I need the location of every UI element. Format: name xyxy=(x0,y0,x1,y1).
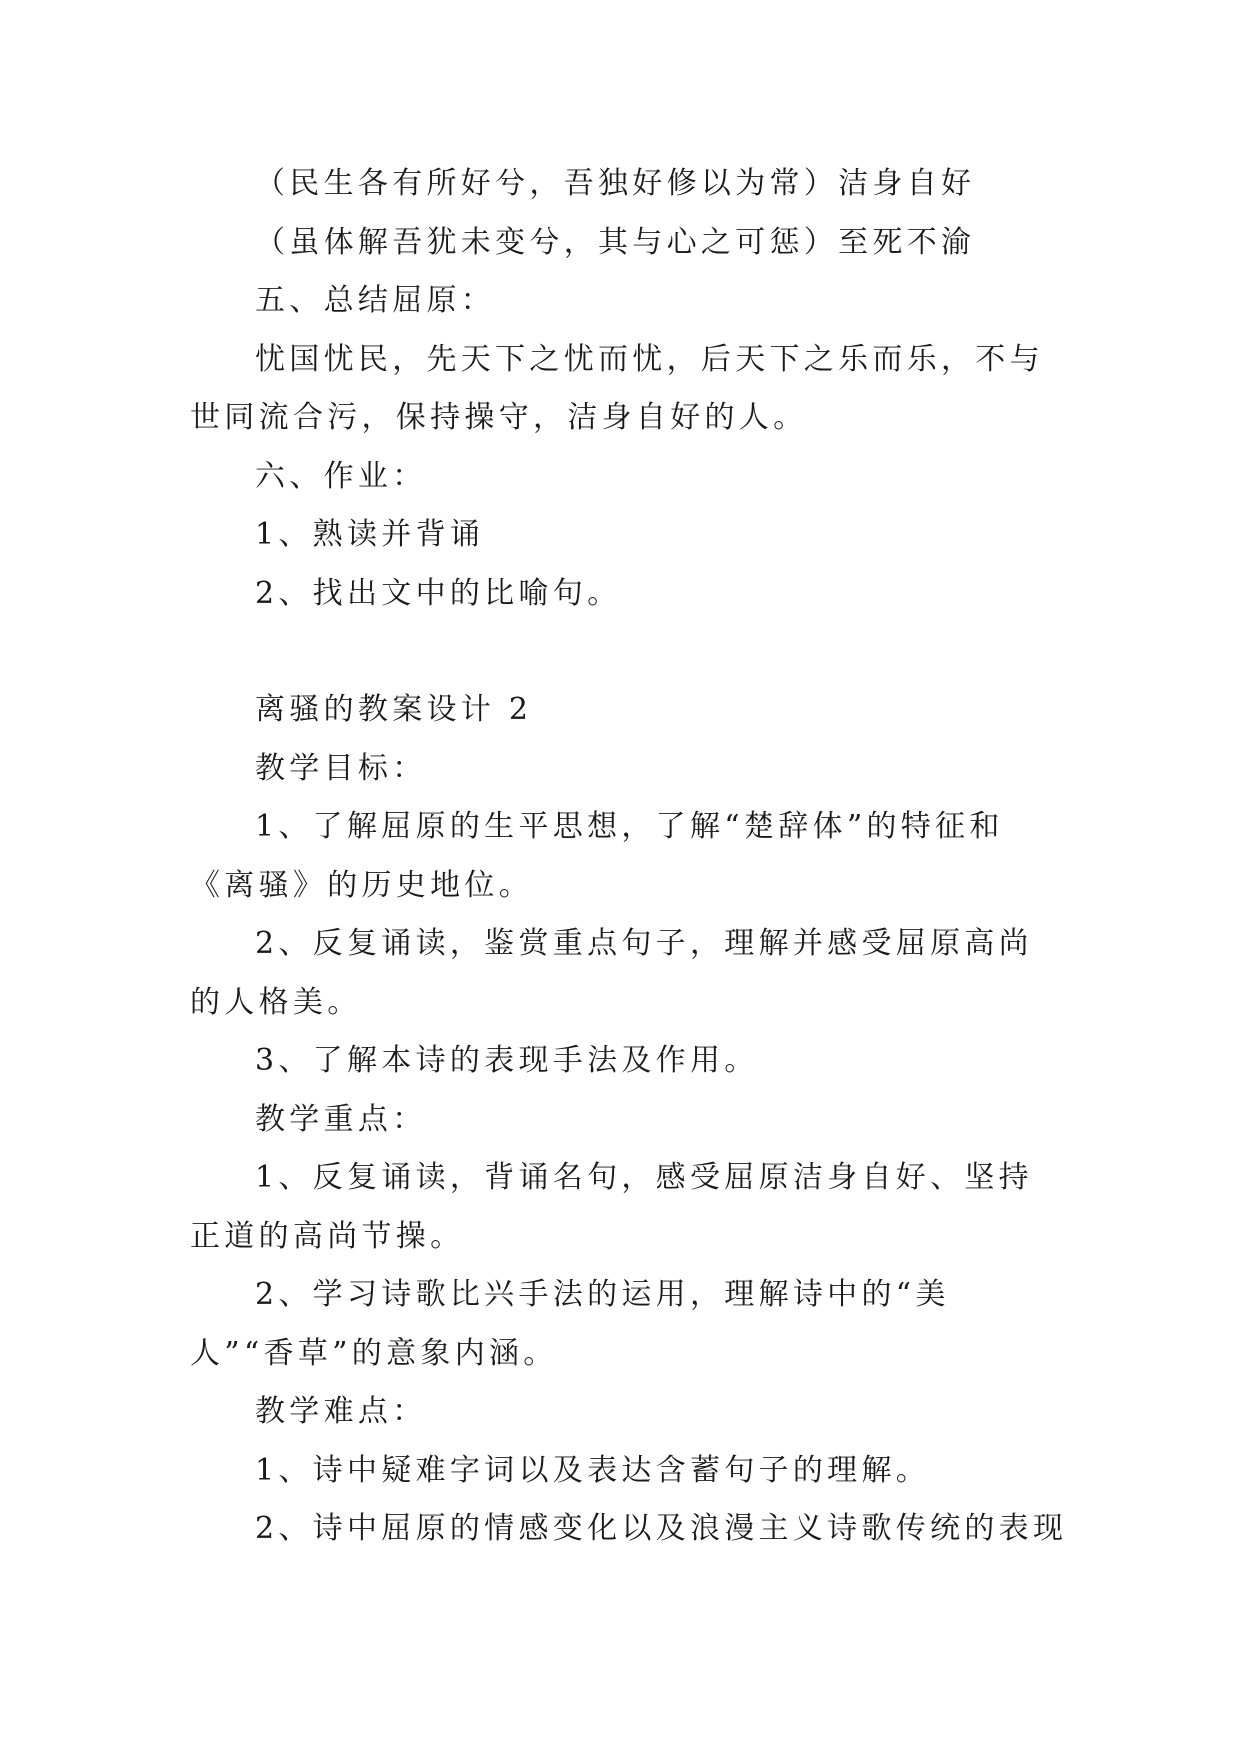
homework-item-2: 2、找出文中的比喻句。 xyxy=(255,575,622,611)
heading-summary: 五、总结屈原： xyxy=(255,283,496,318)
quote-line-1: （民生各有所好兮，吾独好修以为常）洁身自好 xyxy=(255,166,976,201)
heading-difficulty: 教学难点： xyxy=(255,1394,427,1429)
focus-item-1: 1、反复诵读，背诵名句，感受屈原洁身自好、坚持正道的高尚节操。 xyxy=(190,1160,1033,1254)
section-gap xyxy=(190,623,1054,681)
difficulty-item-2: 2、诗中屈原的情感变化以及浪漫主义诗歌传统的表现 xyxy=(255,1511,1068,1546)
goal-item-3: 3、了解本诗的表现手法及作用。 xyxy=(255,1043,759,1078)
focus-item-2: 2、学习诗歌比兴手法的运用，理解诗中的“美人”“香草”的意象内涵。 xyxy=(190,1277,950,1371)
heading-goals: 教学目标： xyxy=(255,750,427,786)
difficulty-item-1: 1、诗中疑难字词以及表达含蓄句子的理解。 xyxy=(255,1452,931,1488)
goal-item-2: 2、反复诵读，鉴赏重点句子，理解并感受屈原高尚的人格美。 xyxy=(190,926,1033,1020)
heading-homework: 六、作业： xyxy=(255,458,427,494)
goal-item-1: 1、了解屈原的生平思想，了解“楚辞体”的特征和《离骚》的历史地位。 xyxy=(190,809,1004,903)
quote-line-2: （虽体解吾犹未变兮，其与心之可惩）至死不渝 xyxy=(255,224,976,260)
homework-item-1: 1、熟读并背诵 xyxy=(255,517,485,552)
summary-paragraph: 忧国忧民，先天下之忧而忧，后天下之乐而乐，不与世同流合污，保持操守，洁身自好的人。 xyxy=(190,341,1044,435)
heading-focus: 教学重点： xyxy=(255,1101,427,1137)
section-title: 离骚的教案设计 2 xyxy=(255,692,533,727)
document-page xyxy=(190,155,1068,1559)
